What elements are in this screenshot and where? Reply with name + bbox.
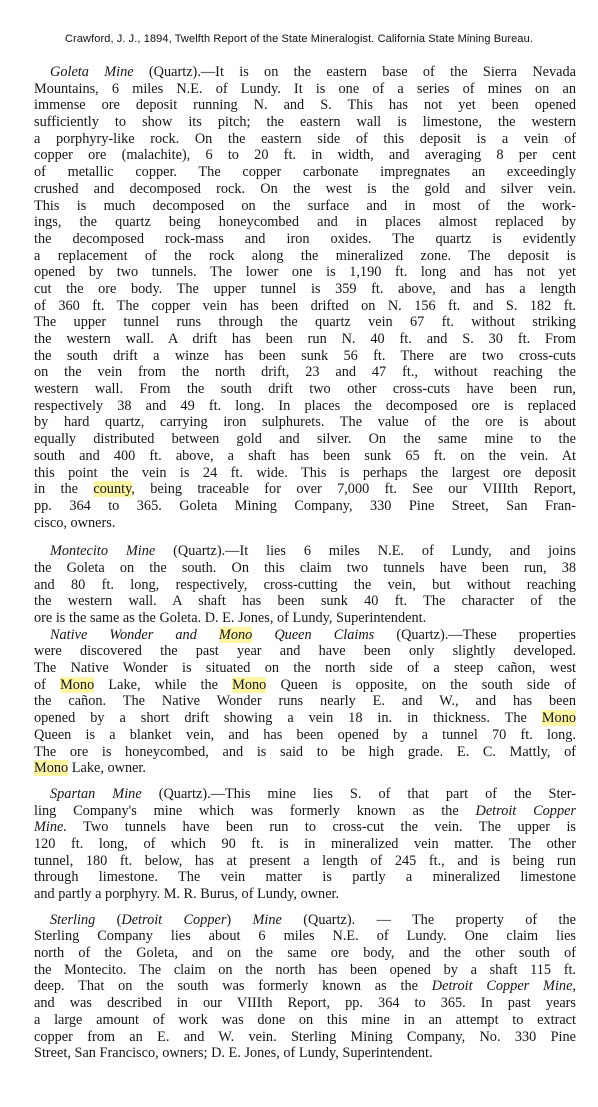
highlighted-term: Mono (218, 626, 253, 643)
text-segment: the Goleta on the south. On this claim two tunnels have been run, 38 (34, 559, 576, 576)
text-segment: a replacement of the rock along the mineralized zone. The deposit is (34, 247, 576, 264)
text-segment: ( (95, 911, 122, 928)
text-segment: of (34, 676, 61, 693)
text-segment: south and 400 ft. above, a shaft has been sunk 65 ft. on the vein. At (34, 447, 576, 464)
text-segment: The ore is honeycombed, and is said to be high grade. E. C. Mattly, of (34, 743, 576, 760)
text-line (34, 677, 576, 694)
text-line (34, 577, 576, 594)
text-segment: on the vein from the north drift, 23 and 47 ft., without reaching the (34, 364, 576, 381)
text-line (34, 198, 576, 215)
paragraph-goleta (34, 64, 576, 531)
text-line (34, 448, 576, 465)
text-line (34, 181, 576, 198)
text-segment: Lake, owner. (68, 760, 146, 777)
text-line (34, 560, 576, 577)
text-segment: the decomposed rock-mass and iron oxides. The quartz is evidently (34, 230, 576, 247)
text-segment: copper from an E. and W. vein. Sterling Mining Company, No. 330 Pine (34, 1028, 576, 1045)
text-line (34, 945, 576, 962)
text-line (34, 978, 576, 995)
text-segment: 120 ft. long, of which 90 ft. is in mineralized vein matter. The other (34, 835, 576, 852)
text-line (34, 1029, 576, 1046)
text-segment: the western wall. A drift has been run N. 40 ft. and S. 30 ft. From (34, 331, 576, 347)
text-segment: Street, San Francisco, owners; D. E. Jones, of Lundy, Superintendent. (34, 1045, 433, 1062)
text-segment: (Quartz).—It is on the eastern base of the Sierra Nevada (133, 64, 576, 80)
italic-text: Sterling (50, 911, 96, 928)
paragraph-spartan (34, 786, 576, 903)
text-segment: north of the Goleta, and on the same ore body, and the other south of (34, 945, 576, 962)
highlighted-term: Mono (232, 676, 267, 693)
text-line (34, 660, 576, 677)
text-segment: ling Company's mine which was formerly known as the (34, 802, 476, 819)
paragraph-native-wonder (34, 627, 576, 777)
italic-text: Goleta Mine (50, 64, 134, 80)
italic-text: Mine (252, 911, 282, 928)
text-line (34, 610, 576, 627)
text-line (34, 760, 576, 777)
text-line (34, 348, 576, 365)
text-segment: and partly a porphyry. M. R. Burus, of Lundy, owner. (34, 886, 340, 902)
paragraph-gap (34, 903, 576, 912)
text-line (34, 995, 576, 1012)
text-segment: this point the vein is 24 ft. wide. This is perhaps the largest ore deposit (34, 464, 576, 481)
text-line (34, 803, 576, 820)
italic-text: Mine. (34, 819, 67, 836)
text-segment: copper ore (malachite), 6 to 20 ft. in width, and averaging 8 per cent (34, 147, 576, 164)
text-column (34, 64, 576, 1062)
text-segment: the cañon. The Native Wonder runs nearly E. and W., and has been (34, 693, 576, 710)
paragraph-gap (34, 777, 576, 786)
text-segment: and was described in our VIIIth Report, pp. 364 to 365. In past years (34, 995, 576, 1012)
text-segment: opened by two tunnels. The lower one is 1,190 ft. long and has not yet (34, 264, 576, 281)
text-line (34, 886, 576, 903)
text-line (34, 869, 576, 886)
text-segment: (Quartz). — The property of the (281, 911, 576, 928)
paragraph-gap (34, 531, 576, 543)
italic-text: Detroit Copper Mine, (431, 978, 576, 995)
text-line (34, 298, 576, 315)
text-line (34, 836, 576, 853)
paragraph-montecito (34, 543, 576, 626)
text-line (34, 147, 576, 164)
text-line (34, 465, 576, 482)
text-segment: of 360 ft. The copper vein has been drifted on N. 156 ft. and S. 182 ft. (34, 297, 576, 314)
highlighted-term: county (93, 481, 132, 498)
text-segment: sufficiently to show its pitch; the eastern wall is limestone, the western (34, 114, 576, 131)
text-segment: a large amount of work was done on this mine in an attempt to extract (34, 1011, 576, 1028)
text-line (34, 515, 576, 532)
text-segment: Lake, while the (94, 676, 233, 693)
italic-text: Detroit Copper (475, 802, 576, 819)
text-segment: (Quartz).—It lies 6 miles N.E. of Lundy, and joins (155, 543, 576, 560)
text-segment: and 80 ft. long, respectively, cross-cutting the vein, but without reaching (34, 576, 576, 593)
text-segment: crushed and decomposed rock. On the west is the gold and silver vein. (34, 180, 576, 197)
text-segment: Queen is opposite, on the south side of (266, 676, 576, 693)
text-line (34, 114, 576, 131)
text-line (34, 81, 576, 98)
text-segment: opened by a short drift showing a vein 18 in. in thickness. The (34, 710, 542, 727)
text-line (34, 414, 576, 431)
text-segment: respectively 38 and 49 ft. long. In places the decomposed ore is replaced (34, 397, 576, 414)
text-line (34, 912, 576, 929)
text-line (34, 364, 576, 381)
text-line (34, 1012, 576, 1029)
text-segment: The upper tunnel runs through the quartz vein 67 ft. without striking (34, 314, 576, 331)
italic-text: Detroit Copper (121, 911, 227, 928)
text-segment: ings, the quartz being honeycombed and in places almost replaced by (34, 214, 576, 231)
text-line (34, 643, 576, 660)
text-segment: (Quartz).—This mine lies S. of that part of the Ster- (141, 785, 576, 802)
text-line (34, 64, 576, 81)
text-line (34, 819, 576, 836)
text-segment: Mountains, 6 miles N.E. of Lundy. It is one of a series of mines on an (34, 80, 576, 97)
text-line (34, 97, 576, 114)
text-line (34, 398, 576, 415)
text-segment: in the (34, 481, 94, 498)
text-segment: ) (226, 911, 253, 928)
text-line (34, 498, 576, 515)
text-segment: Sterling Company lies about 6 miles N.E. of Lundy. One claim lies (34, 928, 576, 945)
text-line (34, 431, 576, 448)
text-segment: Queen is a blanket vein, and has been opened by a tunnel 70 ft. long. (34, 726, 576, 743)
text-segment: pp. 364 to 365. Goleta Mining Company, 330 Pine Street, San Fran- (34, 497, 576, 514)
italic-text: Queen Claims (252, 626, 375, 643)
text-line (34, 214, 576, 231)
text-line (34, 248, 576, 265)
text-line (34, 744, 576, 761)
text-segment: immense ore deposit running N. and S. This has not yet been opened (34, 97, 576, 114)
text-line (34, 481, 576, 498)
text-line (34, 727, 576, 744)
highlighted-term: Mono (60, 676, 95, 693)
italic-text: Spartan Mine (50, 785, 142, 802)
text-segment: tunnel, 180 ft. below, has at present a length of 245 ft., and is being run (34, 852, 576, 869)
text-line (34, 627, 576, 644)
text-segment: Two tunnels have been run to cross-cut the vein. The upper is (66, 819, 576, 836)
text-segment: the south drift a winze has been sunk 56 ft. There are two cross-cuts (34, 347, 576, 364)
text-segment: the western wall. A shaft has been sunk 40 ft. The character of the (34, 593, 576, 610)
text-segment: by hard quartz, carrying iron sulphurets. The value of the ore is about (34, 414, 576, 431)
text-line (34, 853, 576, 870)
text-segment: deep. That on the south was formerly known as the (34, 978, 432, 995)
text-segment: the Montecito. The claim on the north has been opened by a shaft 115 ft. (34, 961, 576, 978)
citation-header: Crawford, J. J., 1894, Twelfth Report of the State Mineralogist. California State Mining Bureau. (65, 33, 533, 45)
text-segment: The Native Wonder is situated on the north side of a steep cañon, west (34, 660, 576, 677)
text-line (34, 543, 576, 560)
italic-text: Native Wonder and (50, 626, 219, 643)
text-line (34, 131, 576, 148)
text-line (34, 281, 576, 298)
text-segment: (Quartz).—These properties (374, 626, 576, 643)
text-segment: western wall. From the south drift two other cross-cuts have been run, (34, 381, 576, 398)
text-segment: cisco, owners. (34, 514, 116, 531)
italic-text: Montecito Mine (50, 543, 156, 560)
text-line (34, 381, 576, 398)
text-segment: were discovered the past year and have been only slightly developed. (34, 643, 576, 660)
text-segment: through limestone. The vein matter is partly a mineralized limestone (34, 869, 576, 886)
text-segment: ore is the same as the Goleta. D. E. Jones, of Lundy, Superintendent. (34, 610, 427, 626)
text-line (34, 786, 576, 803)
text-line (34, 231, 576, 248)
text-line (34, 593, 576, 610)
text-line (34, 264, 576, 281)
text-line (34, 962, 576, 979)
text-line (34, 693, 576, 710)
text-line (34, 314, 576, 331)
highlighted-term: Mono (541, 710, 576, 727)
text-line (34, 1045, 576, 1062)
text-line (34, 331, 576, 348)
text-segment: of metallic copper. The copper carbonate impregnates an exceedingly (34, 164, 576, 181)
text-segment: equally distributed between gold and silver. On the same mine to the (34, 431, 576, 448)
text-segment: , being traceable for over 7,000 ft. See our VIIIth Report, (131, 481, 576, 498)
text-line (34, 164, 576, 181)
text-segment: cut the ore body. The upper tunnel is 359 ft. above, and has a length (34, 280, 576, 297)
text-segment: This is much decomposed on the surface and in most of the work- (34, 197, 576, 214)
text-segment: a porphyry-like rock. On the eastern side of this deposit is a vein of (34, 130, 576, 147)
text-line (34, 710, 576, 727)
text-line (34, 928, 576, 945)
highlighted-term: Mono (34, 760, 69, 777)
paragraph-sterling (34, 912, 576, 1062)
